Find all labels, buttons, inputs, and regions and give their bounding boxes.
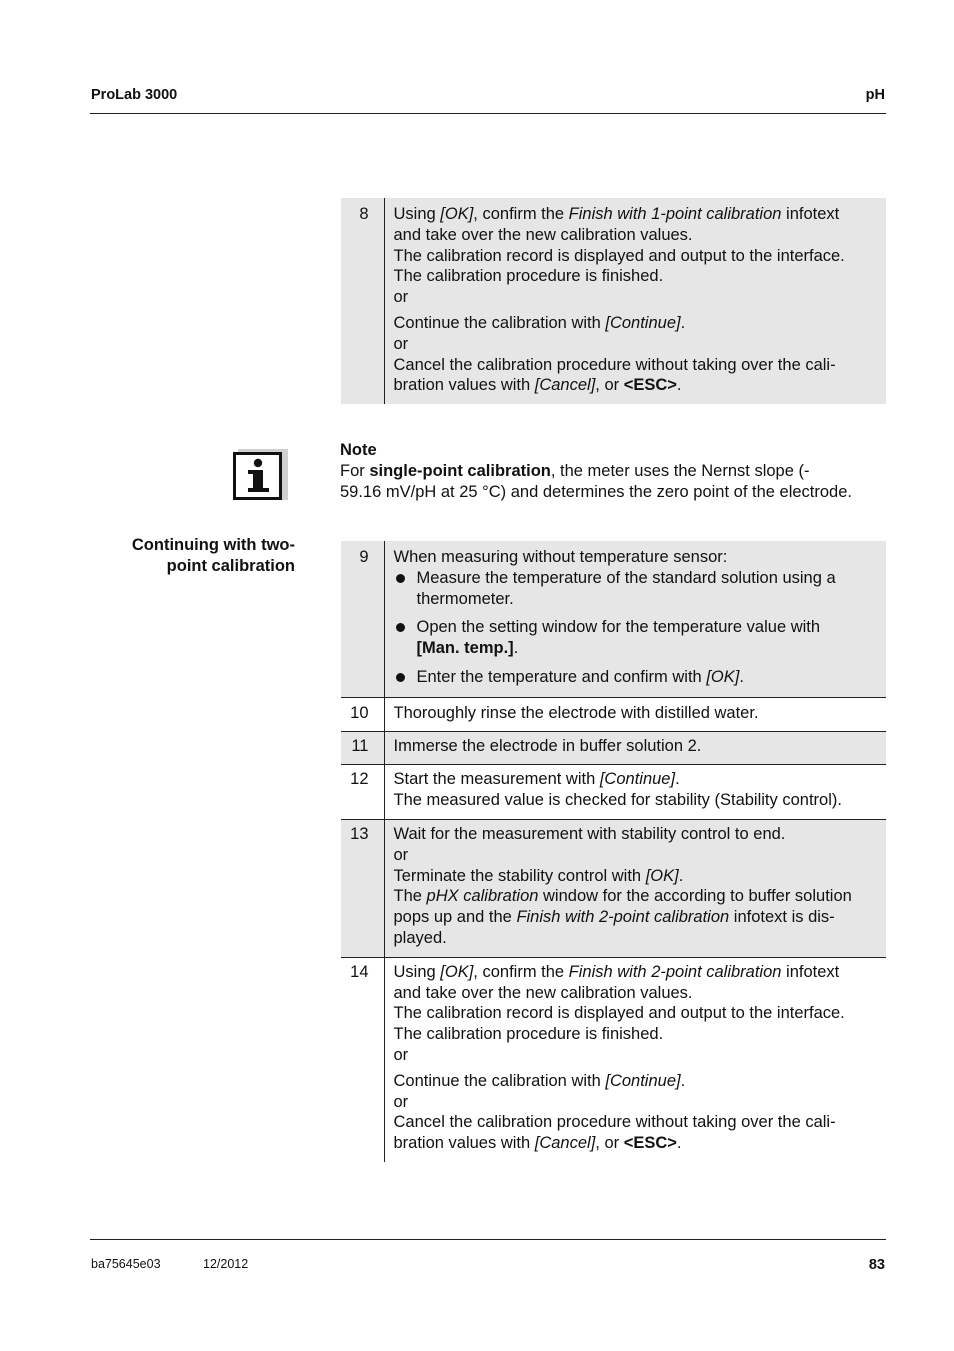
note-text: For single-point calibration, the meter uses the Nernst slope (-	[340, 462, 810, 480]
note-text-line2: 59.16 mV/pH at 25 °C) and determines the zero point of the electrode.	[340, 483, 852, 501]
step-number: 12	[341, 765, 384, 820]
step-text: Using [OK], confirm the Finish with 2-point calibration infotext and take over the new calibration values. The calibration record is displayed and output to the interface. The calibration procedure is finished. or Continue the calibration with [Continue]. or Cancel the calibration procedure without taking over the cali- bration values with [Cancel], or <ESC>.	[384, 957, 886, 1162]
footer-document-id: ba75645e03	[91, 1257, 161, 1271]
step-row-13	[341, 819, 886, 957]
bullet-icon	[396, 623, 405, 632]
footer-rule	[90, 1239, 886, 1240]
list-item: Open the setting window for the temperature value with [Man. temp.].	[394, 617, 887, 659]
header-product-name: ProLab 3000	[91, 87, 178, 103]
note-title: Note	[340, 441, 377, 459]
step-number: 13	[341, 819, 384, 957]
step-text: Wait for the measurement with stability control to end. or Terminate the stability control with [OK]. The pHX calibration window for the according to buffer solution pops up and the Finish with 2-point calibration infotext is dis- played.	[384, 819, 886, 957]
step-text: Thoroughly rinse the electrode with distilled water.	[384, 697, 886, 731]
step-text: Using [OK], confirm the Finish with 1-point calibration infotext and take over the new calibration values. The calibration record is displayed and output to the interface. The calibration procedure is finished. or Continue the calibration with [Continue]. or Cancel the calibration procedure without taking over the cali- bration values with [Cancel], or <ESC>.	[384, 198, 886, 404]
step-row-12	[341, 765, 886, 820]
step-row-8	[341, 198, 886, 404]
step-number: 10	[341, 697, 384, 731]
step-number: 14	[341, 957, 384, 1162]
step-text: When measuring without temperature sensor: Measure the temperature of the standard solution using a thermometer. Open the setting window for the temperature value with [Man. temp.]. Enter the temperature and confirm with [OK].	[384, 541, 886, 697]
step-number: 9	[341, 541, 384, 697]
step-text: Immerse the electrode in buffer solution 2.	[384, 731, 886, 765]
bullet-icon	[396, 574, 405, 583]
step-row-9	[341, 541, 886, 697]
note-block	[340, 440, 888, 503]
step-row-10	[341, 697, 886, 731]
header-chapter: pH	[865, 87, 885, 103]
step-row-14	[341, 957, 886, 1162]
info-icon	[233, 446, 288, 500]
step-number: 11	[341, 731, 384, 765]
step-text: Start the measurement with [Continue]. The measured value is checked for stability (Stability control).	[384, 765, 886, 820]
list-item: Enter the temperature and confirm with [OK].	[394, 667, 887, 688]
bullet-icon	[396, 673, 405, 682]
header-rule	[90, 113, 886, 114]
step-table-top	[341, 198, 886, 404]
footer-date: 12/2012	[203, 1257, 249, 1271]
list-item: Measure the temperature of the standard solution using a thermometer.	[394, 568, 887, 610]
footer-page-number: 83	[868, 1257, 885, 1273]
step-row-11	[341, 731, 886, 765]
section-heading: Continuing with two- point calibration	[131, 536, 295, 575]
step-number: 8	[341, 198, 384, 404]
step-table-bottom	[341, 541, 886, 1162]
